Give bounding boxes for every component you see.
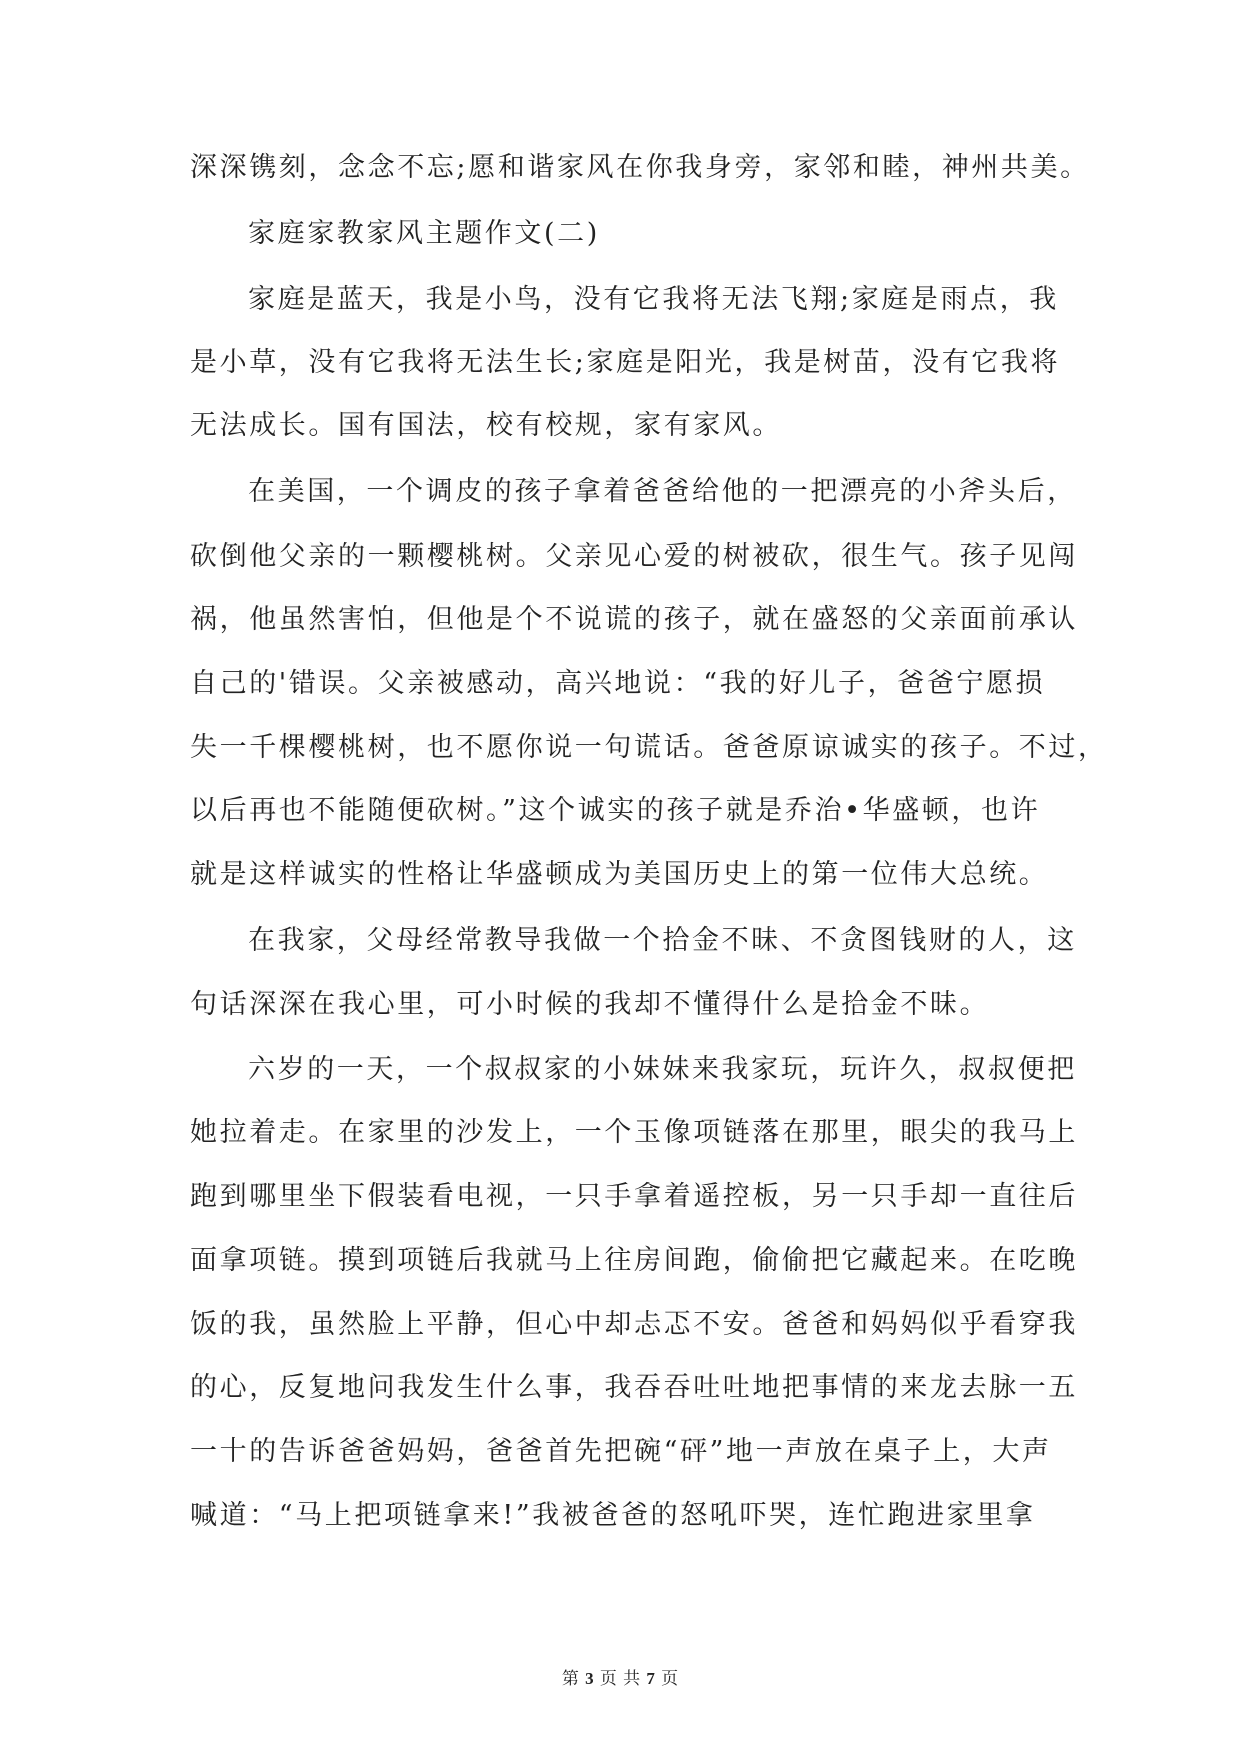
text-line: 深深镌刻，念念不忘;愿和谐家风在你我身旁，家邻和睦，神州共美。	[190, 152, 1090, 183]
text-line: 砍倒他父亲的一颗樱桃树。父亲见心爱的树被砍，很生气。孩子见闯	[190, 541, 1078, 572]
footer-suffix: 页	[661, 1669, 680, 1688]
text-line: 跑到哪里坐下假装看电视，一只手拿着遥控板，另一只手却一直往后	[190, 1181, 1078, 1212]
text-line: 家庭是蓝天，我是小鸟，没有它我将无法飞翔;家庭是雨点，我	[248, 284, 1059, 315]
text-line: 的心，反复地问我发生什么事，我吞吞吐吐地把事情的来龙去脉一五	[190, 1372, 1078, 1403]
footer-page-number: 3	[585, 1669, 595, 1688]
text-line: 失一千棵樱桃树，也不愿你说一句谎话。爸爸原谅诚实的孩子。不过，	[190, 732, 1108, 763]
text-line: 句话深深在我心里，可小时候的我却不懂得什么是拾金不昧。	[190, 989, 990, 1020]
text-line: 就是这样诚实的性格让华盛顿成为美国历史上的第一位伟大总统。	[190, 859, 1049, 890]
text-line: 在我家，父母经常教导我做一个拾金不昧、不贪图钱财的人，这	[248, 925, 1077, 956]
text-line: 六岁的一天，一个叔叔家的小妹妹来我家玩，玩许久，叔叔便把	[248, 1054, 1077, 1085]
footer-prefix: 第	[561, 1669, 580, 1688]
section-heading: 家庭家教家风主题作文(二)	[248, 218, 600, 249]
text-line: 面拿项链。摸到项链后我就马上往房间跑，偷偷把它藏起来。在吃晚	[190, 1245, 1078, 1276]
text-line: 无法成长。国有国法，校有校规，家有家风。	[190, 410, 782, 441]
page-footer	[0, 1667, 1241, 1691]
text-line: 一十的告诉爸爸妈妈，爸爸首先把碗“砰”地一声放在桌子上，大声	[190, 1436, 1052, 1467]
footer-mid: 页 共	[599, 1669, 642, 1688]
text-line: 喊道：“马上把项链拿来!”我被爸爸的怒吼吓哭，连忙跑进家里拿	[190, 1500, 1036, 1531]
text-line: 在美国，一个调皮的孩子拿着爸爸给他的一把漂亮的小斧头后，	[248, 476, 1077, 507]
text-line: 自己的'错误。父亲被感动，高兴地说：“我的好儿子，爸爸宁愿损	[190, 668, 1046, 699]
text-line: 以后再也不能随便砍树。”这个诚实的孩子就是乔治•华盛顿，也许	[190, 795, 1041, 826]
text-line: 是小草，没有它我将无法生长;家庭是阳光，我是树苗，没有它我将	[190, 347, 1061, 378]
footer-total-pages: 7	[646, 1669, 656, 1688]
text-line: 祸，他虽然害怕，但他是个不说谎的孩子，就在盛怒的父亲面前承认	[190, 604, 1078, 635]
text-line: 她拉着走。在家里的沙发上，一个玉像项链落在那里，眼尖的我马上	[190, 1117, 1078, 1148]
text-line: 饭的我，虽然脸上平静，但心中却忐忑不安。爸爸和妈妈似乎看穿我	[190, 1309, 1078, 1340]
